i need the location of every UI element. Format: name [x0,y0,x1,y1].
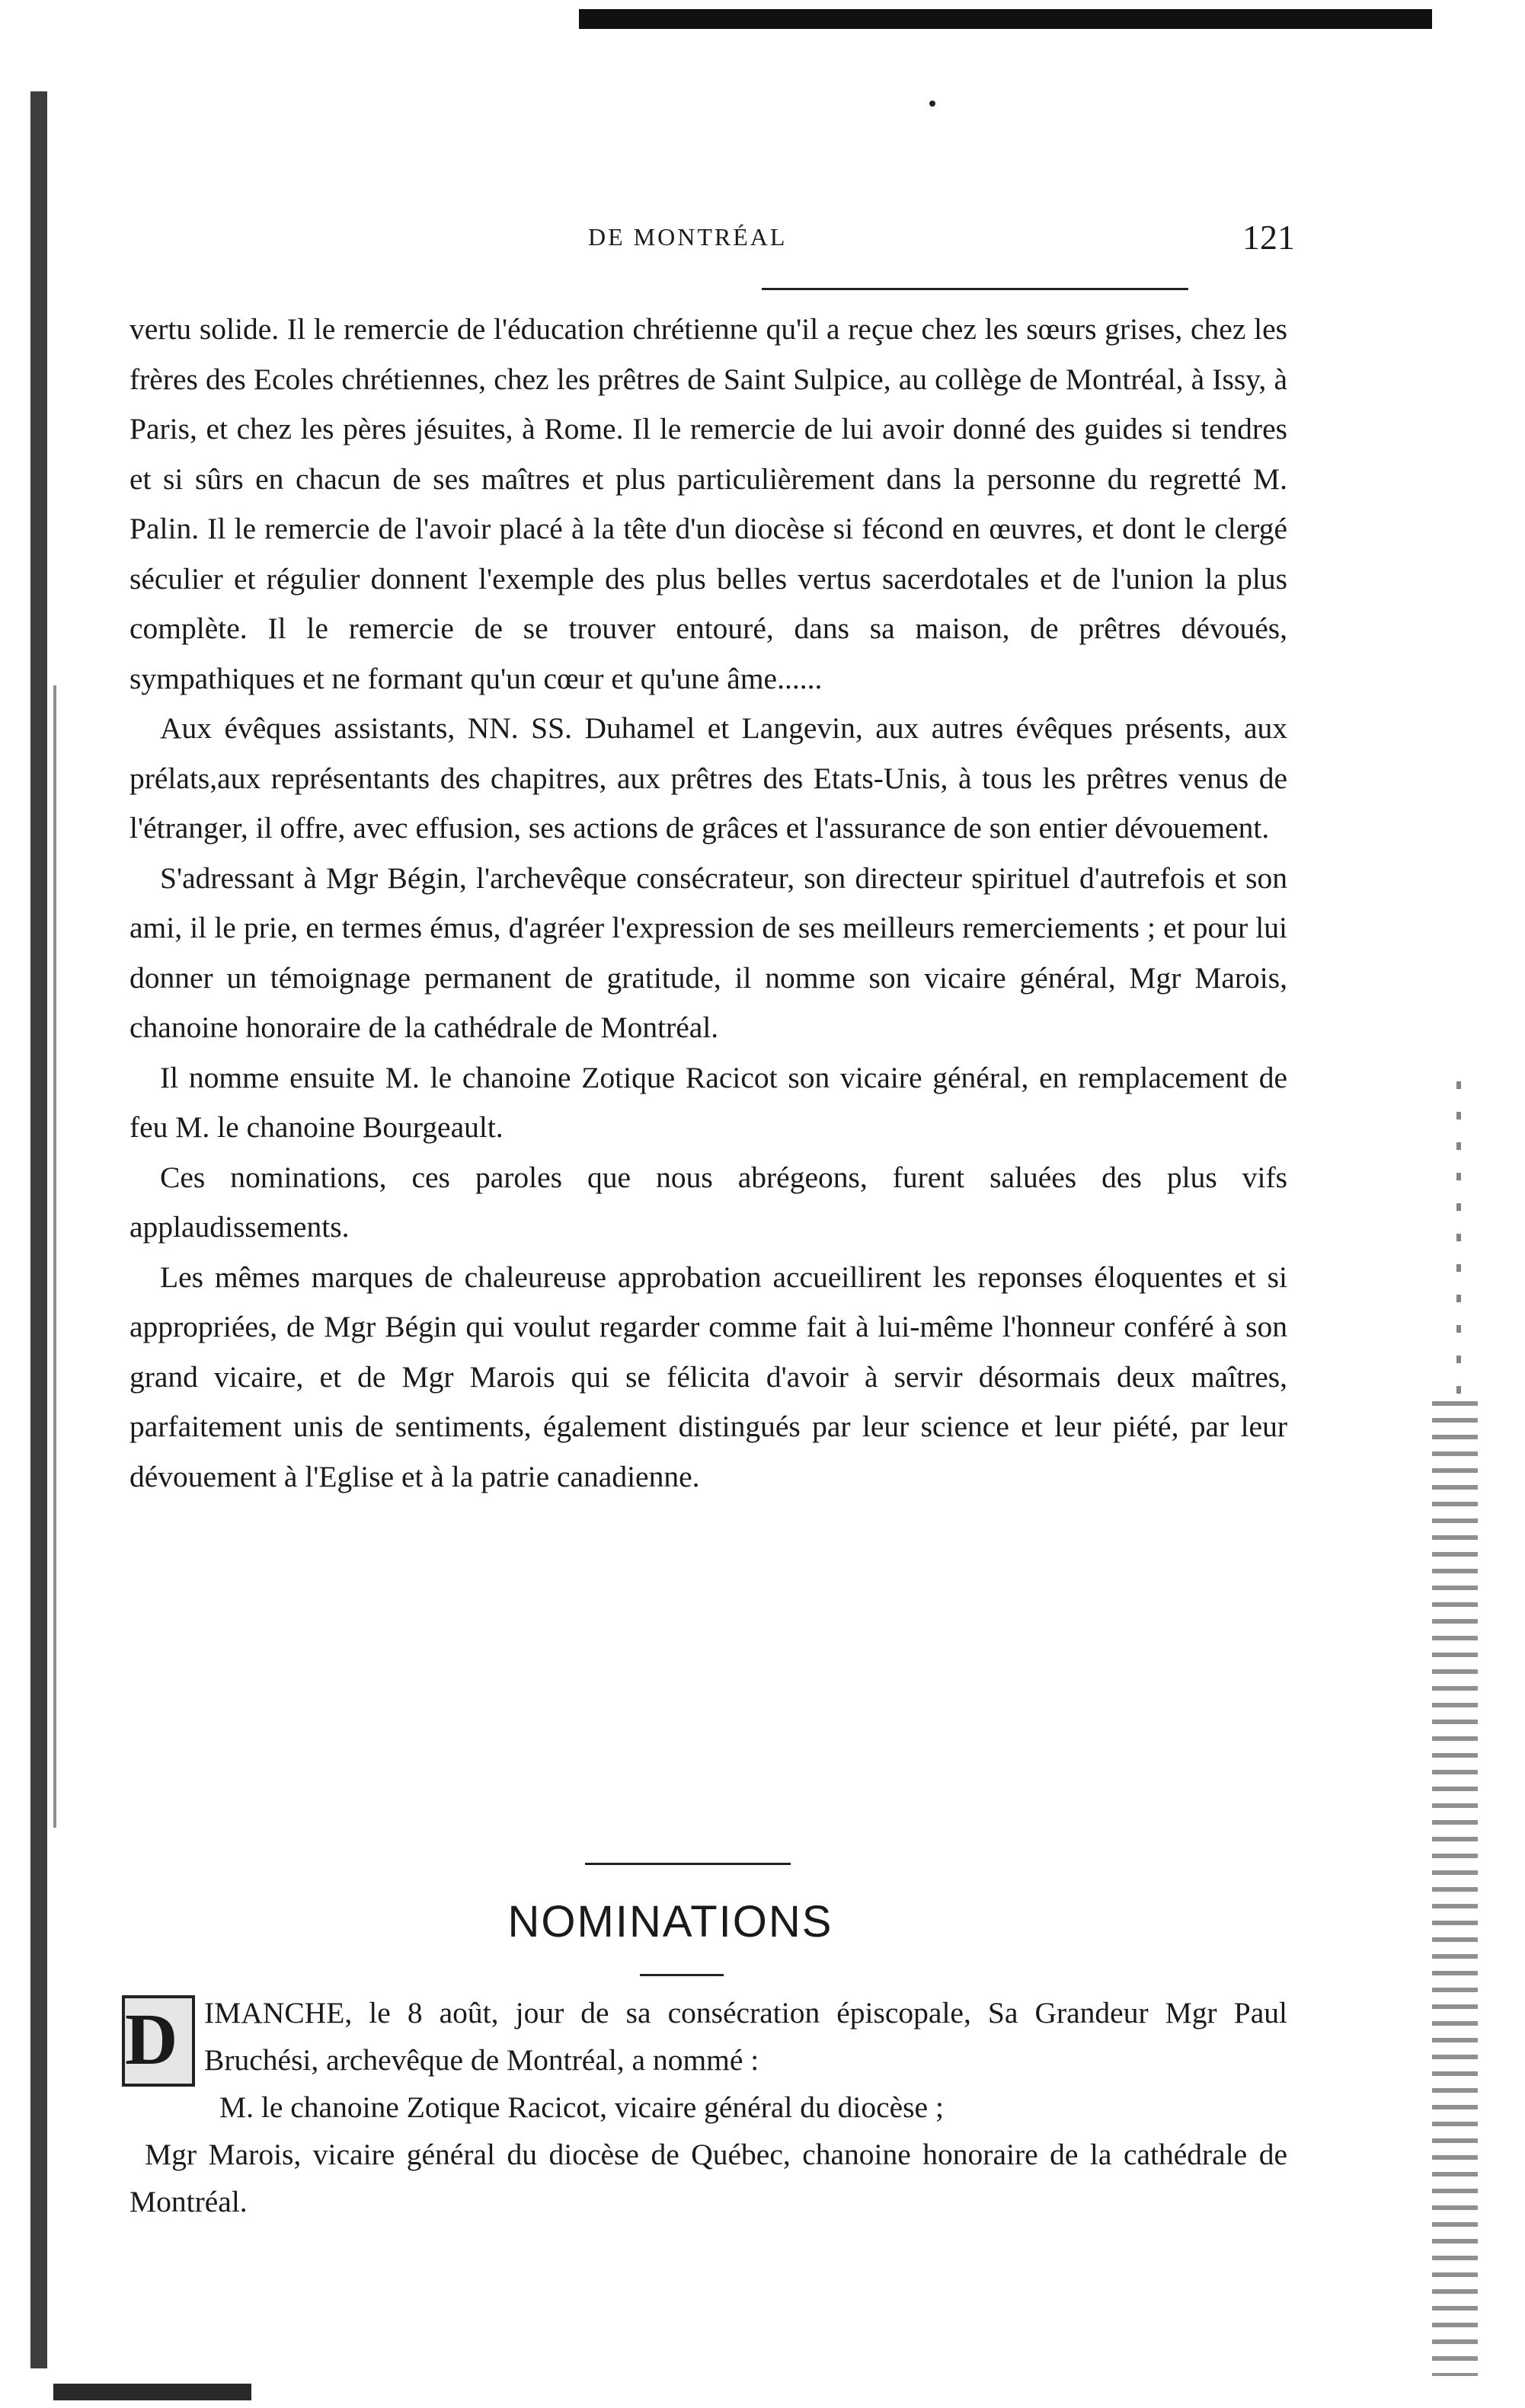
nominations-text [125,1989,1287,2225]
nomination-item: Mgr Marois, vicaire général du diocèse de Québec, chanoine honoraire de la cathédrale de Montréal. [129,2138,1287,2218]
scan-border-bottom [53,2384,251,2400]
scan-border-left-inner [53,685,56,1828]
paragraph-replies: Les mêmes marques de chaleureuse approbation accueillirent les reponses éloquentes et si appropriées, de Mgr Bégin qui voulut regarder comme fait à lui-même l'honneur conféré à son grand vicaire, et de Mgr Marois qui se félicita d'avoir à servir désormais deux maîtres, parfaitement unis de sentiments, également distingués par leur science et leur piété, par leur dévouement à l'Eglise et à la patrie canadienne. [129,1260,1287,1493]
header-rule [762,288,1188,290]
running-title: DE MONTRÉAL [588,223,788,251]
title-underline [640,1974,724,1976]
body-text [129,305,1287,1502]
scan-noise-right-upper [1456,1081,1461,1401]
paragraph-bishops: Aux évêques assistants, NN. SS. Duhamel et Langevin, aux autres évêques présents, aux prélats,aux représentants des chapitres, aux prêtres des Etats-Unis, à tous les prêtres venus de l'étranger, il offre, avec effusion, ses actions de grâces et l'assurance de son entier dévouement. [129,711,1287,845]
nominations-intro [125,1989,1287,2084]
drop-cap: D [122,1995,195,2087]
nominations-intro-text: IMANCHE, le 8 août, jour de sa consécration épiscopale, Sa Grandeur Mgr Paul Bruchési, archevêque de Montréal, a nommé : [204,1996,1287,2077]
paragraph-begin: S'adressant à Mgr Bégin, l'archevêque consécrateur, son directeur spirituel d'autrefois et son ami, il le prie, en termes émus, d'agréer l'expression de ses meilleurs remerciements ; et pour lui donner un témoignage permanent de gratitude, il nomme son vicaire général, Mgr Marois, chanoine honoraire de la cathédrale de Montréal. [129,861,1287,1044]
paragraph-applause: Ces nominations, ces paroles que nous abrégeons, furent saluées des plus vifs applaudissements. [129,1160,1287,1244]
scan-noise-right [1432,1401,1478,2376]
paragraph-racicot: Il nomme ensuite M. le chanoine Zotique Racicot son vicaire général, en remplacement de feu M. le chanoine Bourgeault. [129,1060,1287,1144]
scan-speck [929,101,935,107]
scan-border-left [30,91,47,2368]
paragraph-continued: vertu solide. Il le remercie de l'éducation chrétienne qu'il a reçue chez les sœurs grises, chez les frères des Ecoles chrétiennes, chez les prêtres de Saint Sulpice, au collège de Montréal, à Issy, à Paris, et chez les pères jésuites, à Rome. Il le remercie de lui avoir donné des guides si tendres et si sûrs en chacun de ses maîtres et plus particulièrement dans la personne du regretté M. Palin. Il le remercie de l'avoir placé à la tête d'un diocèse si fécond en œuvres, et dont le clergé séculier et régulier donnent l'exemple des plus belles vertus sacerdotales et de l'union la plus complète. Il le remercie de se trouver entouré, dans sa maison, de prêtres dévoués, sympathiques et ne formant qu'un cœur et qu'une âme...... [129,312,1287,695]
nomination-item: M. le chanoine Zotique Racicot, vicaire général du diocèse ; [219,2090,944,2124]
page-number: 121 [1242,218,1295,257]
scan-border-top [579,9,1432,29]
section-separator [585,1863,791,1865]
running-header [122,217,1295,270]
section-title: NOMINATIONS [507,1897,833,1947]
